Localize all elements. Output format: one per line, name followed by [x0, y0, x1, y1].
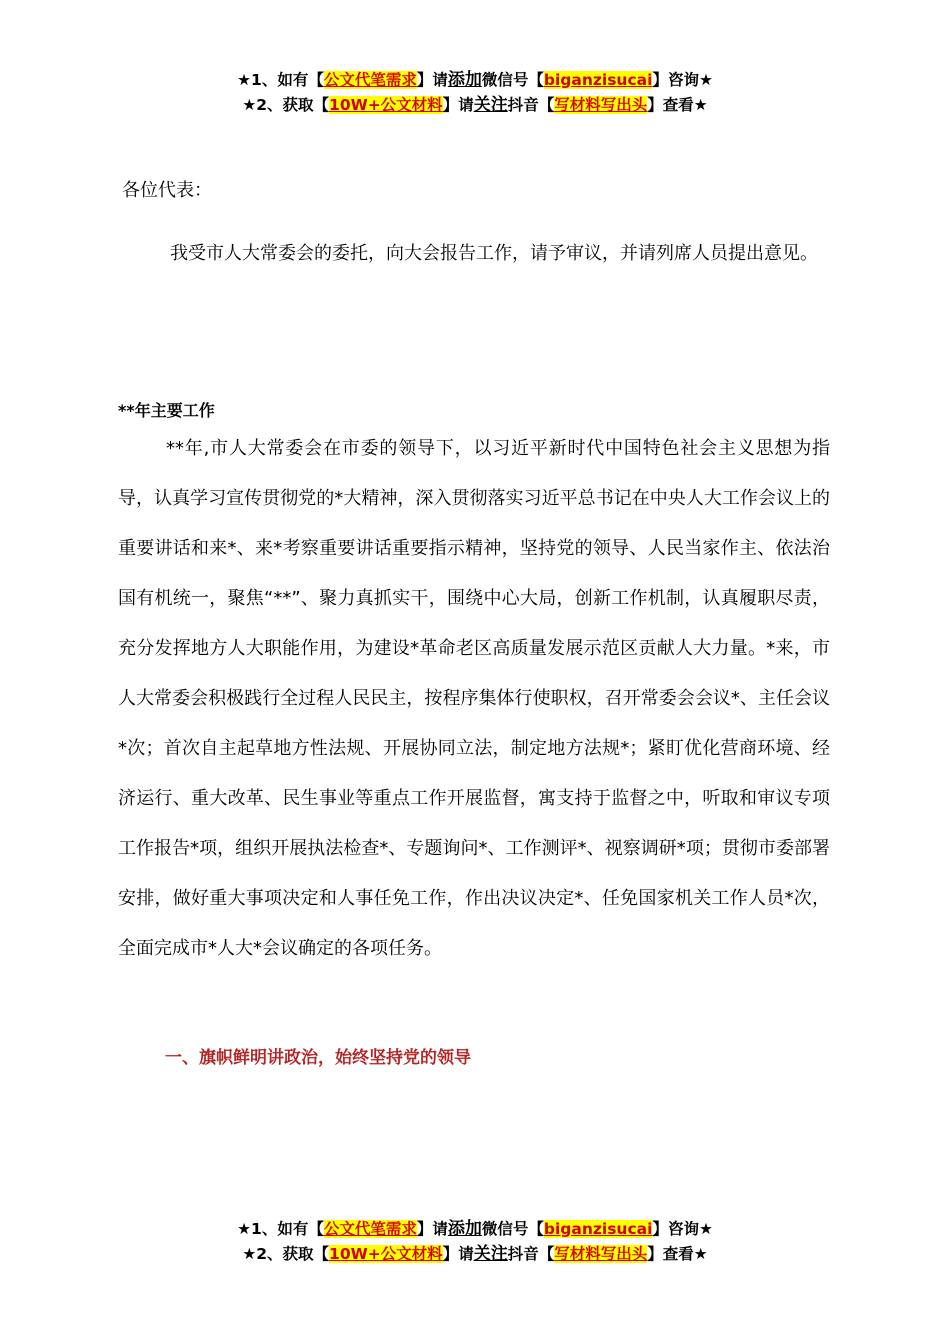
highlight-douyin-account: 写材料写出头	[554, 1245, 648, 1263]
banner-text: 】查看★	[647, 1245, 708, 1263]
banner-text: 】咨询★	[652, 71, 713, 89]
banner-text: ★1、如有【	[237, 1220, 324, 1238]
body-paragraph: **年,市人大常委会在市委的领导下，以习近平新时代中国特色社会主义思想为指导，认真学习宣传贯彻党的*大精神，深入贯彻落实习近平总书记在中央人大工作会议上的重要讲话和来*、来*考察重要讲话重要指示精神，坚持党的领导、人民当家作主、依法治国有机统一，聚焦“**”、聚力真抓实干，围绕中心大局，创新工作机制，认真履职尽责，充分发挥地方人大职能作用，为建设*革命老区高质量发展示范区贡献人大力量。*来，市人大常委会积极践行全过程人民民主，按程序集体行使职权，召开常委会会议*、主任会议*次；首次自主起草地方性法规、开展协同立法，制定地方法规*；紧盯优化营商环境、经济运行、重大改革、民生事业等重点工作开展监督，寓支持于监督之中，听取和审议专项工作报告*项，组织开展执法检查*、专题询问*、工作测评*、视察调研*项；贯彻市委部署安排，做好重大事项决定和人事任免工作，作出决议决定*、任免国家机关工作人员*次，全面完成市*人大*会议确定的各项任务。	[118, 438, 830, 959]
banner-text: 抖音【	[507, 96, 555, 114]
banner-line-1	[0, 68, 950, 93]
banner-text: 抖音【	[507, 1245, 555, 1263]
banner-emphasis: 添加	[447, 70, 482, 90]
highlight-wechat-id: biganzisucai	[543, 71, 653, 89]
intro-paragraph: 我受市人大常委会的委托，向大会报告工作，请予审议，并请列席人员提出意见。	[170, 243, 818, 264]
banner-text: 微信号【	[481, 71, 544, 89]
banner-text: 】查看★	[647, 96, 708, 114]
highlight-materials: 10W+公文材料	[329, 1245, 443, 1263]
greeting: 各位代表：	[122, 180, 212, 201]
banner-line-2	[0, 93, 950, 118]
banner-text: 】请	[442, 1245, 474, 1263]
highlight-douyin-account: 写材料写出头	[554, 96, 648, 114]
highlight-wechat-id: biganzisucai	[543, 1220, 653, 1238]
banner-text: 】咨询★	[652, 1220, 713, 1238]
heading-one: 一、旗帜鲜明讲政治，始终坚持党的领导	[165, 1048, 471, 1068]
highlight-materials: 10W+公文材料	[329, 96, 443, 114]
highlight-service: 公文代笔需求	[323, 1220, 417, 1238]
banner-text: 微信号【	[481, 1220, 544, 1238]
banner-emphasis: 关注	[473, 95, 508, 115]
banner-text: ★1、如有【	[237, 71, 324, 89]
footer-banner	[0, 1217, 950, 1267]
banner-text: 】请	[442, 96, 474, 114]
banner-line-2	[0, 1242, 950, 1267]
section-title: **年主要工作	[118, 401, 215, 420]
banner-text: ★2、获取【	[242, 1245, 330, 1263]
banner-text: ★2、获取【	[242, 96, 330, 114]
banner-emphasis: 添加	[447, 1219, 482, 1239]
banner-text: 】请	[416, 1220, 448, 1238]
header-banner	[0, 68, 950, 118]
highlight-service: 公文代笔需求	[323, 71, 417, 89]
banner-line-1	[0, 1217, 950, 1242]
banner-emphasis: 关注	[473, 1244, 508, 1264]
banner-text: 】请	[416, 71, 448, 89]
